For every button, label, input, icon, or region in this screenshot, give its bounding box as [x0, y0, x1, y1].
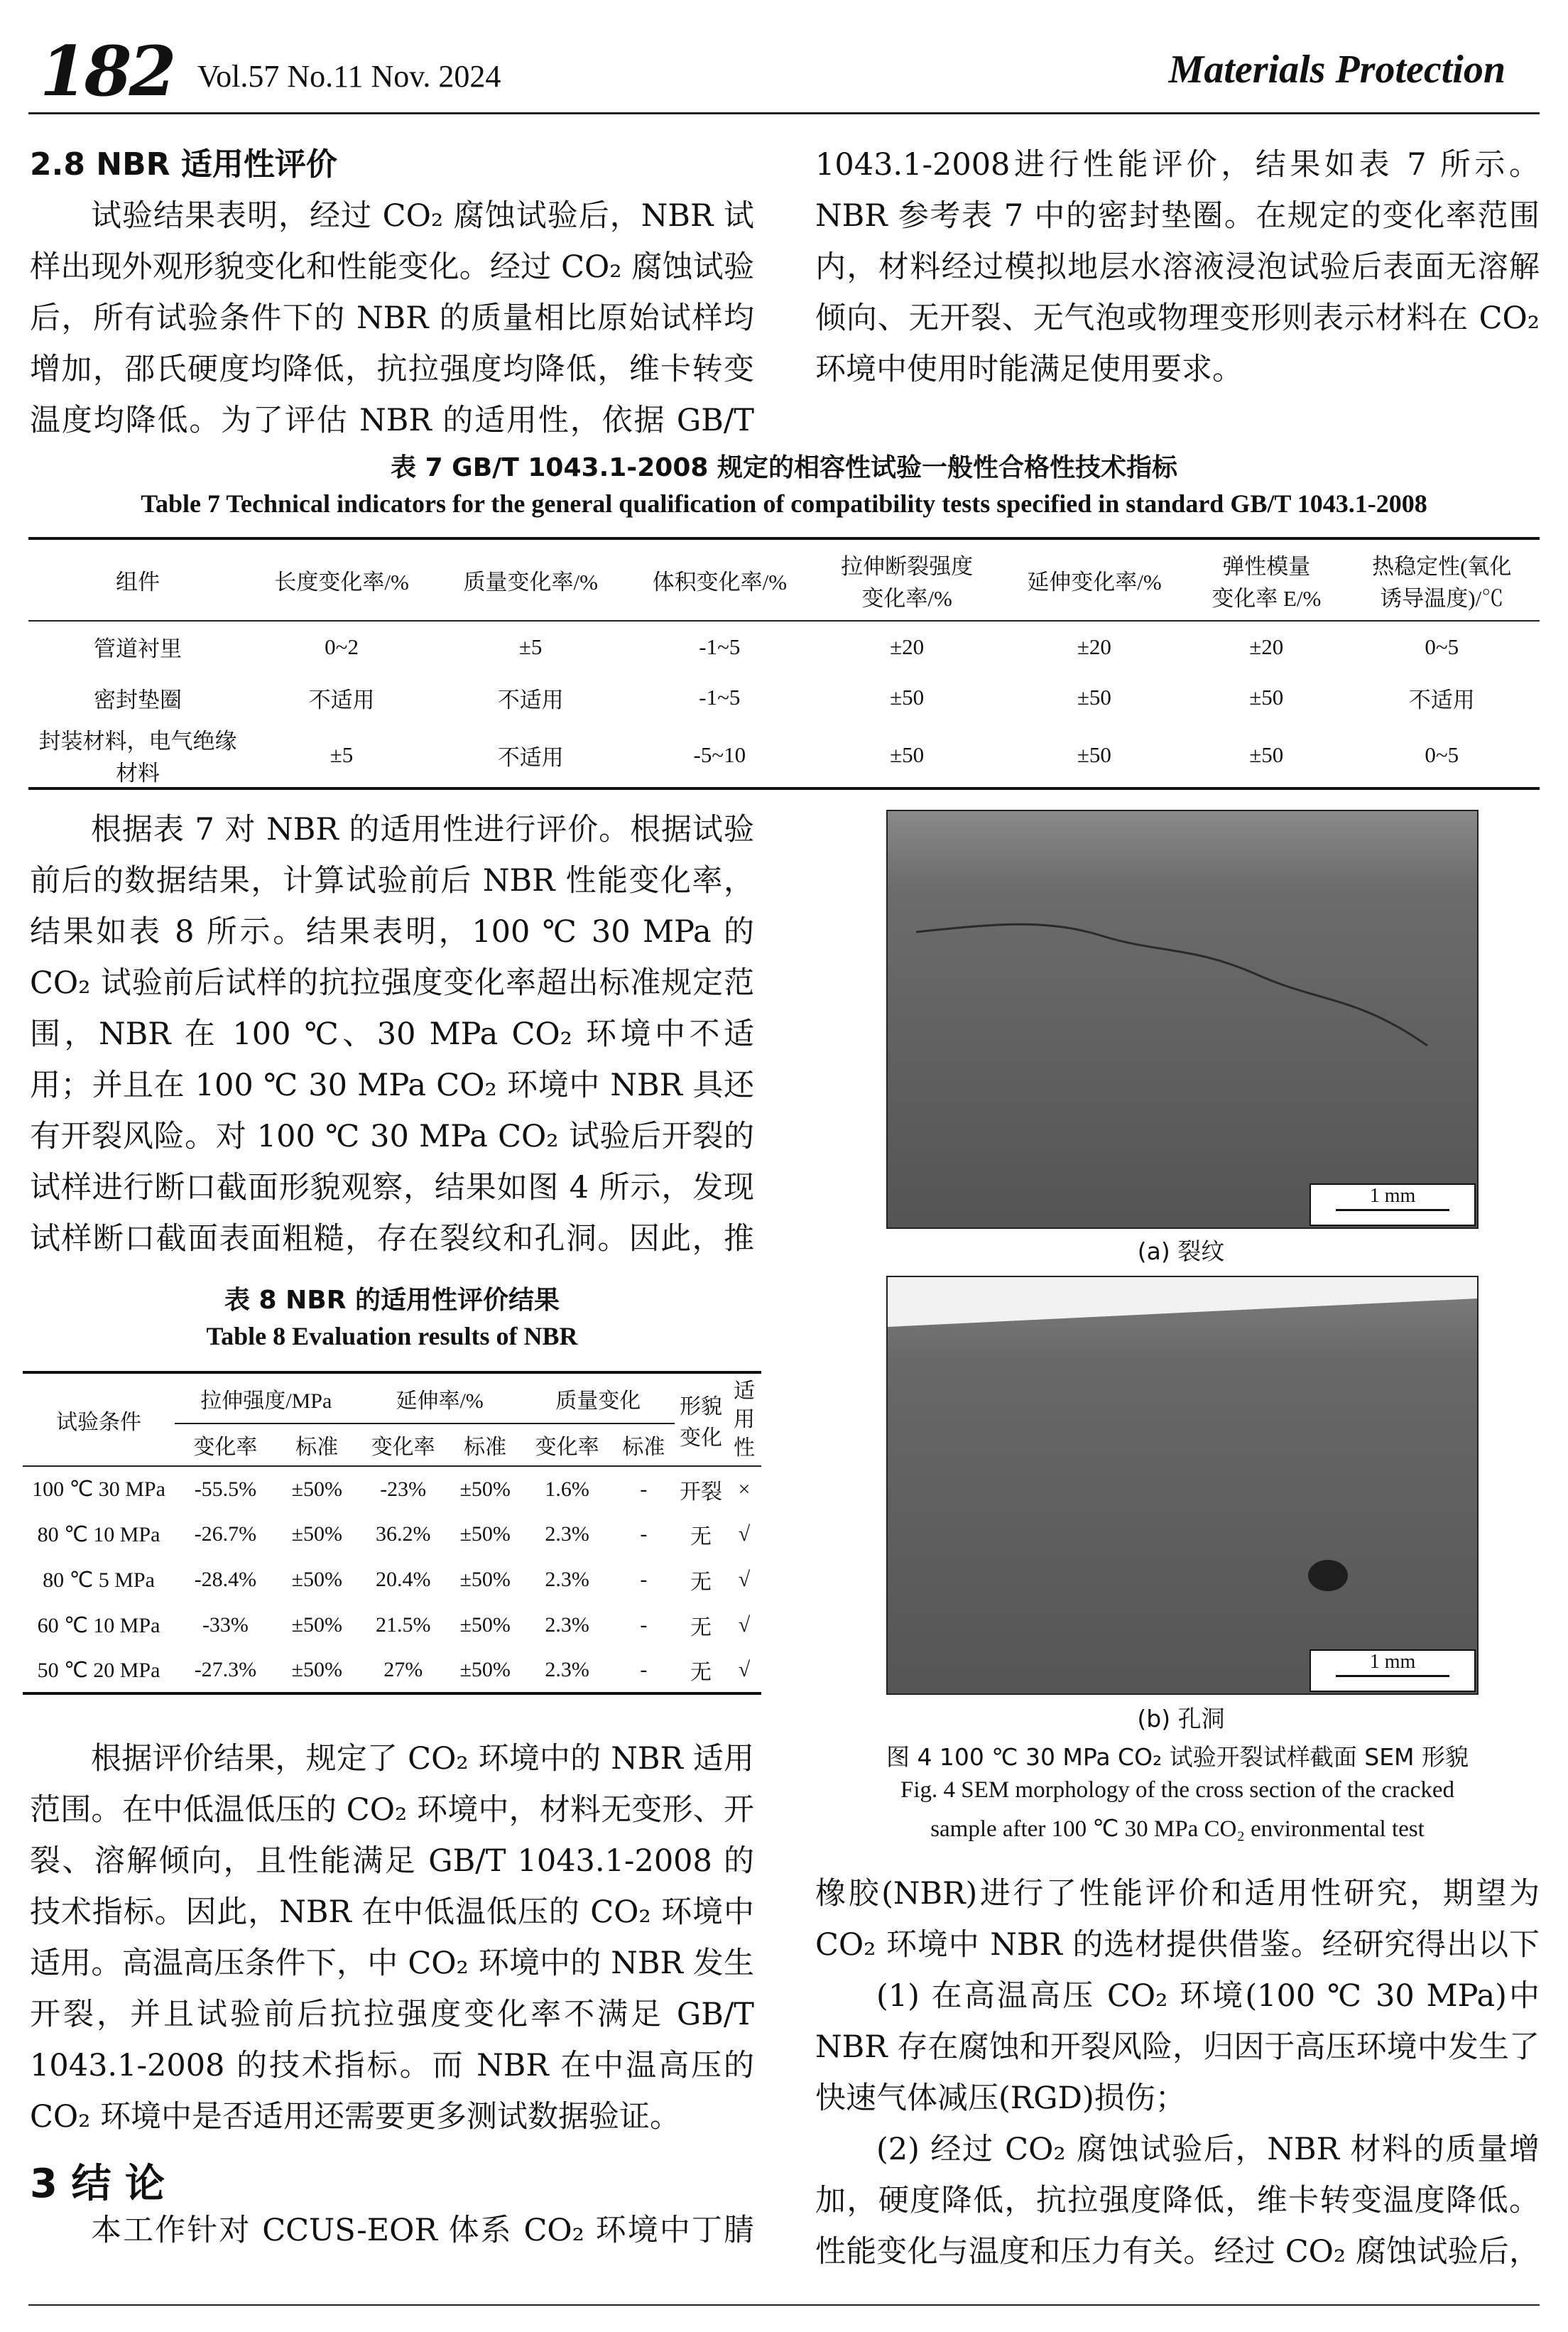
- fig4-caption-en-1: Fig. 4 SEM morphology of the cross section of the cracked: [900, 1777, 1454, 1803]
- page-number: 182: [40, 31, 174, 112]
- table7-header: 弹性模量 变化率 E/%: [1189, 538, 1344, 621]
- table8-subheader: 标准: [622, 1436, 665, 1459]
- scale-label-a: 1 mm: [1369, 1185, 1416, 1207]
- fig4-caption-en-2: sample after 100 ℃ 30 MPa CO₂ environmental test: [930, 1816, 1425, 1842]
- conclusion-item-2: [815, 2124, 1540, 2277]
- conclusion-2-text: (2) 经过 CO₂ 腐蚀试验后，NBR 材料的质量增加，硬度降低，抗拉强度降低，维卡转变温度降低。性能变化与温度和压力有关。经过 CO₂ 腐蚀试验后，: [815, 2132, 1540, 2269]
- footer-rule: [28, 2304, 1540, 2306]
- table7-header: 体积变化率/%: [625, 538, 814, 621]
- sem-crack-graphic: [888, 811, 1477, 1227]
- table7-header: 组件: [28, 538, 247, 621]
- table7-header: 拉伸断裂强度 变化率/%: [814, 538, 1000, 621]
- section-3-paragraph-part2: 橡胶(NBR)进行了性能评价和适用性研究，期望为 CO₂ 环境中 NBR 的选材提供借鉴。经研究得出以下: [815, 1876, 1540, 1963]
- section-2-8-right: [815, 139, 1540, 395]
- table7-header-row: [28, 538, 1540, 621]
- table7-header: 延伸变化率/%: [1000, 538, 1189, 621]
- table-row: 密封垫圈 不适用 不适用 -1~5 ±50 ±50 ±50 不适用: [94, 685, 1475, 712]
- scale-bar-a: [1310, 1183, 1476, 1226]
- table7-caption-en: Table 7 Technical indicators for the general qualification of compatibility tests specified in standard GB/T 1043.1-2008: [141, 489, 1427, 518]
- table8-header: 试验条件: [56, 1410, 141, 1434]
- table8-subheader: 变化率: [371, 1436, 435, 1459]
- section-2-8-paragraph-part1: 试验结果表明，经过 CO₂ 腐蚀试验后，NBR 试样出现外观形貌变化和性能变化。经过 CO₂ 腐蚀试验后，所有试验条件下的 NBR 的质量相比原始试样均增加，邵氏硬度均降低，抗拉强度均降低，维卡转变温度均降低。为了评估 NBR 的适用性，依据 GB/T: [30, 198, 754, 438]
- table-row: 100 ℃ 30 MPa -55.5% ±50% -23% ±50% 1.6% - 开裂 ×: [32, 1477, 751, 1504]
- table7: [28, 537, 1540, 790]
- table7-evaluation-text: 根据表 7 对 NBR 的适用性进行评价。根据试验前后的数据结果，计算试验前后 NBR 性能变化率，结果如表 8 所示。结果表明，100 ℃ 30 MPa 的 CO₂ 试验前后试样的抗拉强度变化率超出标准规定范围，NBR 在 100 ℃、30 MPa CO₂ 环境中不适用；并且在 100 ℃ 30 MPa CO₂ 环境中 NBR 具还有开裂风险。对 100 ℃ 30 MPa CO₂ 试验后开裂的试样进行断口截面形貌观察，结果如图 4 所示，发现试样断口截面表面粗糙，存在裂纹和孔洞。因此，推: [30, 812, 754, 1257]
- table8-subheader: 标准: [295, 1436, 339, 1459]
- sem-hole-graphic: [888, 1277, 1477, 1693]
- table-row: 50 ℃ 20 MPa -27.3% ±50% 27% ±50% 2.3% - 无 √: [37, 1658, 751, 1684]
- table-row: 60 ℃ 10 MPa -33% ±50% 21.5% ±50% 2.3% - 无 √: [37, 1613, 751, 1639]
- table8-header: 形貌 变化: [680, 1394, 722, 1450]
- fig4-sub-a: (a) 裂纹: [1137, 1237, 1225, 1265]
- table8-subheader: 标准: [464, 1436, 507, 1459]
- section-3-intro-right: [815, 1868, 1540, 1970]
- volume-info: Vol.57 No.11 Nov. 2024: [197, 59, 501, 94]
- table-row: 80 ℃ 5 MPa -28.4% ±50% 20.4% ±50% 2.3% - 无 √: [43, 1568, 751, 1594]
- table7-caption-cn: 表 7 GB/T 1043.1-2008 规定的相容性试验一般性合格性技术指标: [391, 453, 1177, 482]
- table-row: 80 ℃ 10 MPa -26.7% ±50% 36.2% ±50% 2.3% - 无 √: [37, 1522, 751, 1549]
- section-3-title: 3 结 论: [30, 2161, 165, 2207]
- journal-name: Materials Protection: [1168, 48, 1506, 92]
- table8-subheader: 变化率: [193, 1436, 258, 1459]
- table7-header: 长度变化率/%: [247, 538, 436, 621]
- table-row: 封装材料，电气绝缘材料 ±5 不适用 -5~10 ±50 ±50 ±50 0~5: [38, 729, 1459, 786]
- table8-caption-cn: 表 8 NBR 的适用性评价结果: [224, 1286, 560, 1315]
- section-2-8-title: 2.8 NBR 适用性评价: [30, 146, 337, 183]
- conclusion-1-text: (1) 在高温高压 CO₂ 环境(100 ℃ 30 MPa)中 NBR 存在腐蚀和开裂风险，归因于高压环境中发生了快速气体减压(RGD)损伤；: [815, 1978, 1540, 2116]
- left-paragraph-1: [30, 804, 754, 1264]
- table8-subheader: 变化率: [535, 1436, 599, 1459]
- table7-header: 质量变化率/%: [436, 538, 625, 621]
- table-row: 管道衬里 0~2 ±5 -1~5 ±20 ±20 ±20 0~5: [94, 634, 1459, 661]
- sem-image-hole: [886, 1276, 1479, 1695]
- table8-header: 延伸率/%: [358, 1372, 522, 1423]
- scale-bar-b: [1310, 1649, 1476, 1692]
- fig4-sub-b: (b) 孔洞: [1137, 1705, 1225, 1732]
- conclusion-item-1: [815, 1970, 1540, 2124]
- table8-caption-en: Table 8 Evaluation results of NBR: [206, 1322, 578, 1350]
- section-2-8-paragraph-part2: 1043.1-2008进行性能评价，结果如表 7 所示。NBR 参考表 7 中的密封垫圈。在规定的变化率范围内，材料经过模拟地层水溶液浸泡试验后表面无溶解倾向、无开裂、无气泡或物理变形则表示材料在 CO₂ 环境中使用时能满足使用要求。: [815, 147, 1540, 387]
- table8: [23, 1371, 761, 1695]
- left-paragraph-2: [30, 1733, 754, 2142]
- table8-header: 拉伸强度/MPa: [175, 1372, 358, 1423]
- fig4-caption-cn: 图 4 100 ℃ 30 MPa CO₂ 试验开裂试样截面 SEM 形貌: [886, 1743, 1469, 1771]
- header-rule: [28, 112, 1540, 114]
- table7-header: 热稳定性(氧化 诱导温度)/℃: [1344, 538, 1540, 621]
- sem-image-crack: [886, 810, 1479, 1229]
- table8-header: 适 用 性: [734, 1379, 755, 1460]
- table8-header: 质量变化: [522, 1372, 675, 1423]
- applicability-range-text: 根据评价结果，规定了 CO₂ 环境中的 NBR 适用范围。在中低温低压的 CO₂ 环境中，材料无变形、开裂、溶解倾向，且性能满足 GB/T 1043.1-2008 的技术指标。因此，NBR 在中低温低压的 CO₂ 环境中适用。高温高压条件下，中 CO₂ 环境中的 NBR 发生开裂，并且试验前后抗拉强度变化率不满足 GB/T 1043.1-2008 的技术指标。而 NBR 在中温高压的 CO₂ 环境中是否适用还需要更多测试数据验证。: [30, 1741, 754, 2135]
- scale-label-b: 1 mm: [1369, 1651, 1416, 1673]
- section-2-8-left: [30, 139, 754, 446]
- section-3-intro-left: [30, 2205, 754, 2256]
- section-3-paragraph-part1: 本工作针对 CCUS-EOR 体系 CO₂ 环境中丁腈: [91, 2213, 754, 2248]
